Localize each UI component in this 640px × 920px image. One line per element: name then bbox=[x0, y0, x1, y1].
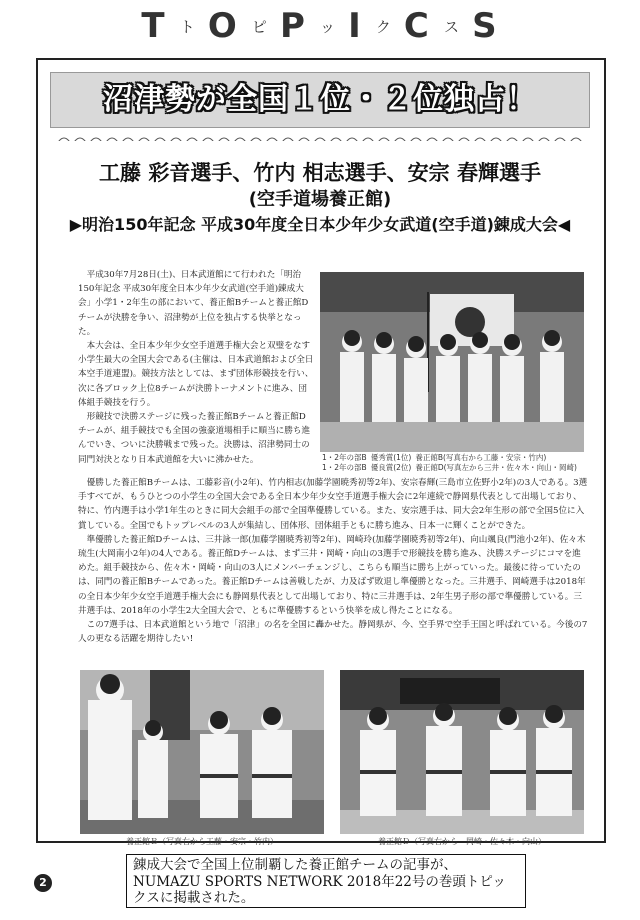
paragraph: 本大会は、全日本少年少女空手道選手権大会と双璧をなす小学生最大の全国大会である(主催は、日本武道館および全日本空手道連盟)。競技方法としては、まず団体形競技を行い、次に各ブロック上位8チームが決勝トーナメントに進み、団体組手競技を行う。 bbox=[78, 341, 314, 408]
caption-team: 養正館B(写真右から工藤・安宗・竹内) bbox=[415, 453, 547, 462]
event-title: ▶明治150年記念 平成30年度全日本少年少女武道(空手道)錬成大会◀ bbox=[69, 215, 571, 234]
ornament-swirl bbox=[363, 138, 373, 141]
ornament-swirl bbox=[571, 138, 581, 141]
ornament-swirl bbox=[251, 138, 261, 141]
ornament-swirl bbox=[459, 138, 469, 141]
topics-letter: I bbox=[348, 6, 363, 46]
topics-header bbox=[0, 6, 640, 50]
topics-letter: C bbox=[403, 6, 431, 46]
topics-letter: S bbox=[472, 6, 499, 46]
ornament-swirl bbox=[283, 138, 293, 141]
ornament-swirl bbox=[395, 138, 405, 141]
paragraph: 準優勝した養正館Dチームは、三井詠一郎(加藤学園暁秀初等2年)、岡崎玲(加藤学園暁秀初等2年)、向山颯良(門池小2年)、佐々木琉生(大岡南小2年)の4人である。養正館Dチームは、まず三井・岡崎・向山の3選手で形競技を勝ち進み、決勝ステージにコマを進めた。組手競技から、佐々木・岡崎・向山の3人にメンバーチェンジし、こちらも順当に勝ち上がっていった。最後に待っていたのは、同門の養正館Bチームであった。養正館Dチームは善戦したが、力及ばず敗退し準優勝となった。三井選手、岡崎選手は2018年の全日本少年少女空手道選手権大会にも静岡県代表として出場しており、特に三井選手は、2年生男子形の部で準優勝している。三井選手は、2018年の小学生2大全国大会で、ともに準優勝するという快挙を成し得たことになる。 bbox=[78, 534, 586, 616]
ornament-swirl bbox=[235, 138, 245, 141]
ornament-swirl bbox=[171, 138, 181, 141]
ornament-swirl bbox=[523, 138, 533, 141]
paragraph: この7選手は、日本武道館という地で「沼津」の名を全国に轟かせた。静岡県が、今、空手界で空手王国と呼ばれている。今後の7人の更なる活躍を期待したい! bbox=[78, 620, 588, 645]
topics-kana: ピ bbox=[251, 17, 267, 36]
ornament-swirl bbox=[187, 138, 197, 141]
caption-division: 1・2年の部B bbox=[322, 453, 367, 462]
topics-kana: ッ bbox=[319, 17, 335, 36]
article-body-full bbox=[78, 476, 588, 646]
ornament-swirl bbox=[123, 138, 133, 141]
ornament-swirl bbox=[347, 138, 357, 141]
ornament-swirl bbox=[75, 138, 85, 141]
topics-letter: O bbox=[207, 6, 239, 46]
paragraph: 優勝した養正館Bチームは、工藤彩音(小2年)、竹内相志(加藤学園暁秀初等2年)、安宗春輝(三島市立佐野小2年)の3人である。3選手すべてが、もうひとつの小学生の全国大会である全日本少年少女空手道選手権大会に2年連続で静岡県代表として出場しており、特に、竹内選手は小学1年生のときに同大会組手の部で全国準優勝している。また、安宗選手は、同大会2年生形の部で全国5位に入賞している。全国でもトップレベルの3人が集結し、団体形、団体組手ともに勝ち進み、日本一に輝くことができた。 bbox=[78, 478, 588, 531]
ornament-divider bbox=[58, 131, 582, 141]
main-photo-caption bbox=[322, 453, 586, 473]
topics-kana: ト bbox=[179, 17, 195, 36]
caption-row bbox=[322, 453, 586, 463]
paragraph: 平成30年7月28日(土)、日本武道館にて行われた「明治150年記念 平成30年度全日本少年少女武道(空手道)錬成大会」小学1・2年生の部において、養正館Bチームと養正館Dチームが決勝を争い、沼津勢が上位を独占する快挙となった。 bbox=[78, 270, 309, 337]
ornament-swirl bbox=[443, 138, 453, 141]
topics-letter: P bbox=[279, 6, 307, 46]
team-b-photo bbox=[80, 670, 324, 834]
dojo-name: (空手道場養正館) bbox=[248, 189, 392, 210]
caption-row bbox=[322, 463, 586, 473]
caption-result: 優秀賞(1位) bbox=[370, 453, 412, 462]
ornament-swirl bbox=[107, 138, 117, 141]
article-body-left bbox=[78, 268, 314, 467]
team-photo-main bbox=[320, 272, 584, 452]
ornament-swirl bbox=[411, 138, 421, 141]
ornament-swirl bbox=[331, 138, 341, 141]
page-number: 2 bbox=[34, 874, 52, 892]
caption-result: 優良賞(2位) bbox=[370, 463, 412, 472]
ornament-swirl bbox=[219, 138, 229, 141]
footer-note: 錬成大会で全国上位制覇した養正館チームの記事が、NUMAZU SPORTS NETWORK 2018年22号の巻頭トピックスに掲載された。 bbox=[126, 854, 526, 908]
ornament-swirl bbox=[139, 138, 149, 141]
team-d-photo bbox=[340, 670, 584, 834]
team-b-caption: 養正館Ｂ（写真右から工藤・安宗・竹内） bbox=[126, 837, 278, 846]
topics-letter: T bbox=[141, 6, 167, 46]
ornament-swirl bbox=[507, 138, 517, 141]
ornament-swirl bbox=[91, 138, 101, 141]
topics-kana: ス bbox=[443, 17, 459, 36]
ornament-swirl bbox=[315, 138, 325, 141]
ornament-swirl bbox=[155, 138, 165, 141]
team-d-caption: 養正館Ｄ（写真右から 岡崎・佐々木・向山） bbox=[378, 837, 546, 846]
ornament-swirl bbox=[299, 138, 309, 141]
ornament-swirl bbox=[539, 138, 549, 141]
ornament-swirl bbox=[475, 138, 485, 141]
headline: 沼津勢が全国１位・２位独占！ bbox=[103, 82, 537, 117]
athlete-names: 工藤 彩音選手、竹内 相志選手、安宗 春輝選手 bbox=[99, 161, 541, 185]
caption-team: 養正館D(写真左から三井・佐々木・向山・岡崎) bbox=[415, 463, 577, 472]
ornament-swirl bbox=[203, 138, 213, 141]
ornament-swirl bbox=[59, 138, 69, 141]
paragraph: 形競技で決勝ステージに残った養正館Bチームと養正館Dチームが、組手競技でも全国の強豪道場相手に順当に勝ち進んでいき、ついに決勝戦まで残った。決勝は、沼津勢同士の同門対決となり日本武道館を大いに沸かせた。 bbox=[78, 412, 311, 465]
ornament-swirl bbox=[379, 138, 389, 141]
topics-kana: ク bbox=[375, 17, 391, 36]
caption-division: 1・2年の部B bbox=[322, 463, 367, 472]
ornament-swirl bbox=[491, 138, 501, 141]
ornament-swirl bbox=[427, 138, 437, 141]
ornament-swirl bbox=[267, 138, 277, 141]
ornament-swirl bbox=[555, 138, 565, 141]
